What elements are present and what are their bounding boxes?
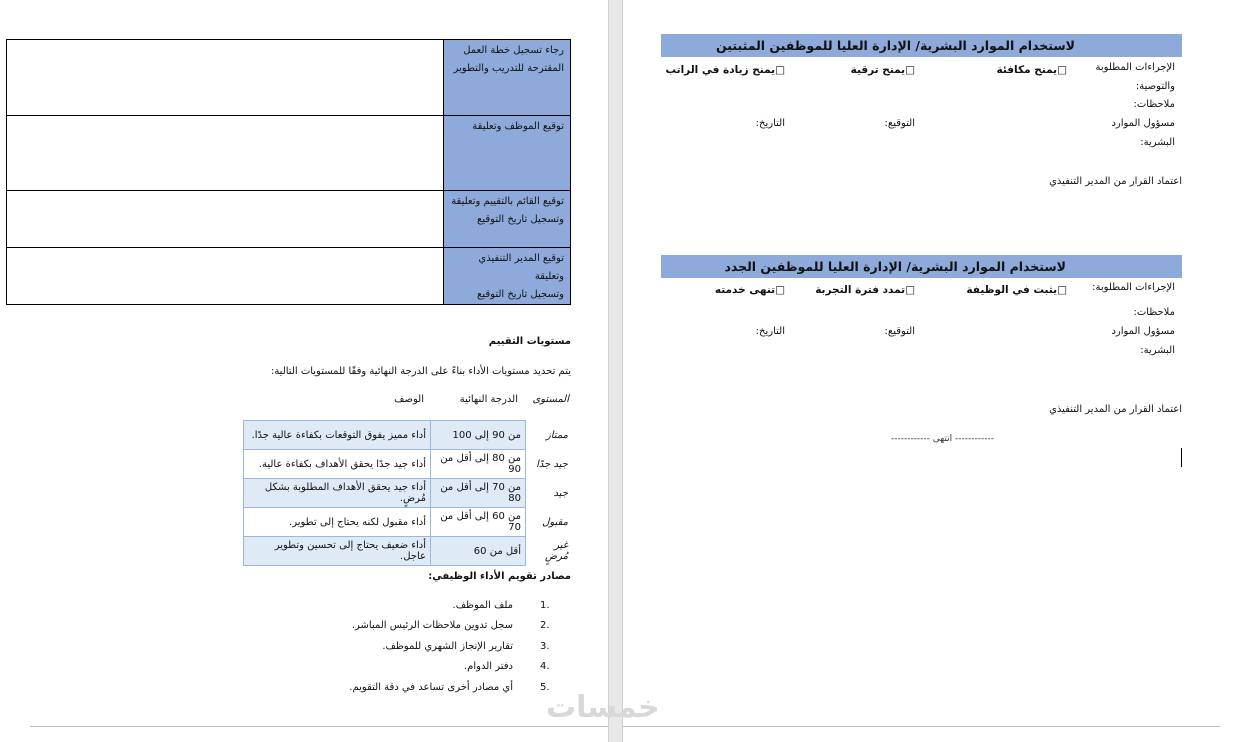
level-cell: ممتاز [526, 421, 573, 450]
form-label-line: توقيع القائم بالتقييم وتعليقة [451, 196, 564, 207]
list-item: أي مصادر أخرى تساعد في دقة التقويم. [349, 682, 513, 693]
option-label: تمدد فترة التجربة [815, 284, 906, 296]
form-value-evaluator-signature[interactable] [7, 191, 444, 248]
form-label-line: رجاء تسجيل خطة العمل [463, 45, 564, 56]
form-label-line: توقيع المدير التنفيذي وتعليقة [478, 253, 564, 282]
table-row [244, 537, 573, 566]
section2-approval: اعتماد القرار من المدير التنفيذي [1049, 404, 1182, 415]
grade-cell: أقل من 60 [431, 537, 526, 566]
end-marker: ------------ انتهى ------------ [890, 434, 994, 444]
option-terminate[interactable] [715, 283, 785, 297]
level-cell: جيد جدًا [526, 450, 573, 479]
level-cell: غير مُرضٍ [526, 537, 573, 566]
section2-date-label: التاريخ: [755, 326, 785, 337]
section1-actions-label-2: والتوصية: [1135, 81, 1175, 92]
option-confirm[interactable] [966, 283, 1067, 297]
list-item: دفتر الدوام. [464, 661, 513, 672]
option-promotion[interactable] [851, 63, 915, 77]
section1-title: لاستخدام الموارد البشرية/ الإدارة العليا للموظفين المثبتين [716, 38, 1075, 53]
desc-cell: أداء مميز يفوق التوقعات بكفاءة عالية جدًا. [244, 421, 431, 450]
option-raise[interactable] [666, 63, 785, 77]
section2-notes-label: ملاحظات: [1133, 307, 1175, 318]
section2-signature-label: التوقيع: [884, 326, 915, 337]
section1-hr-label: مسؤول الموارد [1111, 118, 1175, 129]
levels-intro: يتم تحديد مستويات الأداء بناءً على الدرجة النهائية وفقًا للمستويات التالية: [270, 366, 571, 377]
grade-cell: من 60 إلى أقل من 70 [431, 508, 526, 537]
list-number: 1. [540, 600, 550, 611]
option-label: يثبت في الوظيفة [966, 284, 1058, 296]
option-label: يمنح مكافئة [996, 64, 1058, 76]
table-row [244, 508, 573, 537]
grade-cell: من 90 إلى 100 [431, 421, 526, 450]
section1-approval: اعتماد القرار من المدير التنفيذي [1049, 176, 1182, 187]
grade-cell: من 70 إلى أقل من 80 [431, 479, 526, 508]
page-footer-line [623, 726, 1220, 727]
form-value-employee-signature[interactable] [7, 116, 444, 191]
option-bonus[interactable] [997, 63, 1068, 77]
form-label-evaluator-signature [444, 191, 571, 248]
page-gutter [608, 0, 623, 742]
option-label: تنهى خدمته [714, 284, 776, 296]
form-label-training-plan [444, 40, 571, 116]
list-number: 3. [540, 641, 550, 652]
option-label: يمنح ترقية [850, 64, 906, 76]
section1-signature-label: التوقيع: [884, 118, 915, 129]
section1-date-label: التاريخ: [755, 118, 785, 129]
list-number: 4. [540, 661, 550, 672]
form-label-line: وتسجيل تاريخ التوقيع [477, 214, 564, 225]
option-extend-probation[interactable] [815, 283, 915, 297]
levels-header-desc: الوصف [394, 394, 424, 405]
list-item: سجل تدوين ملاحظات الرئيس المباشر. [351, 620, 513, 631]
option-label: يمنح زيادة في الراتب [665, 64, 776, 76]
table-row [244, 421, 573, 450]
level-cell: مقبول [526, 508, 573, 537]
grade-cell: من 80 إلى أقل من 90 [431, 450, 526, 479]
checkbox-icon[interactable]: □ [775, 284, 785, 296]
checkbox-icon[interactable]: □ [1057, 284, 1067, 296]
checkbox-icon[interactable]: □ [905, 64, 915, 76]
desc-cell: أداء مقبول لكنه يحتاج إلى تطوير. [244, 508, 431, 537]
section2-actions-label: الإجراءات المطلوبة: [1092, 282, 1175, 293]
form-label-employee-signature [444, 116, 571, 191]
table-row [244, 479, 573, 508]
levels-header-grade: الدرجة النهائية [459, 394, 518, 405]
checkbox-icon[interactable]: □ [1057, 64, 1067, 76]
form-label-line: المقترحة للتدريب والتطوير [453, 63, 564, 74]
page-footer-line [30, 726, 608, 727]
list-item: تقارير الإنجاز الشهري للموظف. [382, 641, 513, 652]
checkbox-icon[interactable]: □ [775, 64, 785, 76]
form-label-line: توقيع الموظف وتعليقة [472, 121, 564, 132]
section1-actions-label: الإجراءات المطلوبة [1095, 62, 1175, 73]
checkbox-icon[interactable]: □ [905, 284, 915, 296]
levels-table [243, 420, 572, 566]
section1-hr-label-2: البشرية: [1140, 137, 1175, 148]
review-form-table [6, 39, 571, 305]
section2-title: لاستخدام الموارد البشرية/ الإدارة العليا للموظفين الجدد [724, 259, 1066, 274]
form-label-executive-signature [444, 248, 571, 305]
text-cursor [1181, 448, 1182, 467]
level-cell: جيد [526, 479, 573, 508]
desc-cell: أداء جيد جدًا يحقق الأهداف بكفاءة عالية. [244, 450, 431, 479]
watermark-logo: خمسات [546, 690, 660, 725]
form-value-training-plan[interactable] [7, 40, 444, 116]
form-value-executive-signature[interactable] [7, 248, 444, 305]
desc-cell: أداء ضعيف يحتاج إلى تحسين وتطوير عاجل. [244, 537, 431, 566]
sources-heading: مصادر تقويم الأداء الوظيفي: [428, 571, 571, 582]
section1-notes-label: ملاحظات: [1133, 99, 1175, 110]
table-row [244, 450, 573, 479]
list-number: 5. [540, 682, 550, 693]
levels-header-level: المستوى [532, 394, 569, 405]
desc-cell: أداء جيد يحقق الأهداف المطلوبة بشكل مُرضٍ. [244, 479, 431, 508]
section2-hr-label-2: البشرية: [1140, 345, 1175, 356]
list-item: ملف الموظف. [452, 600, 513, 611]
form-label-line: وتسجيل تاريخ التوقيع [477, 289, 564, 300]
levels-heading: مستويات التقييم [488, 336, 571, 347]
section2-hr-label: مسؤول الموارد [1111, 326, 1175, 337]
list-number: 2. [540, 620, 550, 631]
